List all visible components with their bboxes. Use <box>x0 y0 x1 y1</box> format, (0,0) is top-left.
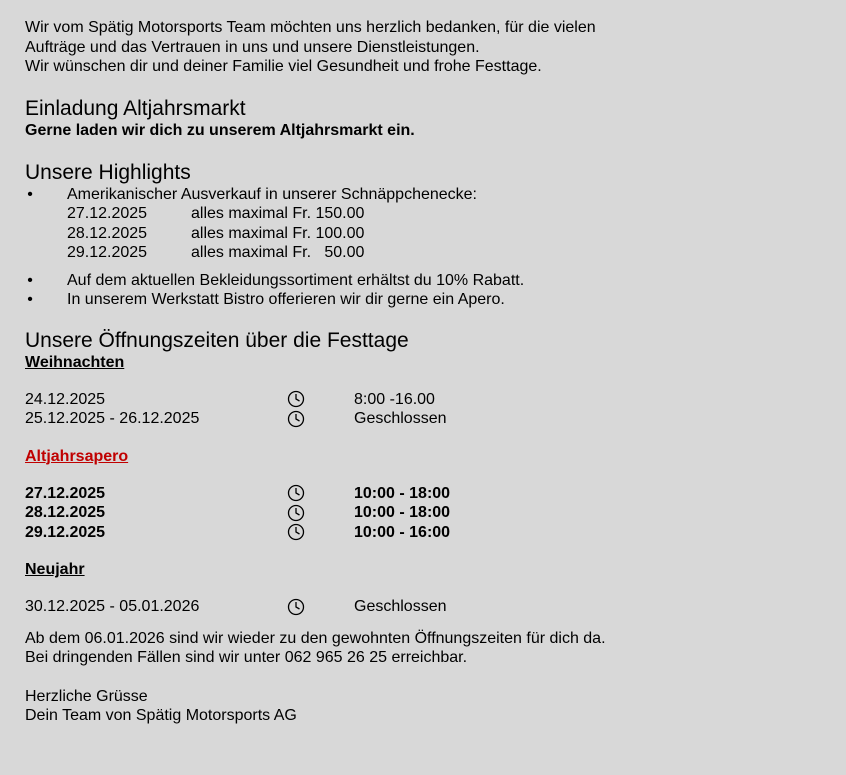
hours-time: Geschlossen <box>354 410 447 427</box>
bullet: • <box>27 185 33 203</box>
intro-line: Wir vom Spätig Motorsports Team möchten uns herzlich bedanken, für die vielen <box>25 19 596 36</box>
newsletter-body <box>25 18 825 726</box>
bullet: • <box>27 271 33 289</box>
clock-icon <box>287 410 354 428</box>
hours-row <box>25 503 825 523</box>
closing-line: Bei dringenden Fällen sind wir unter 062 965 26 25 erreichbar. <box>25 649 468 666</box>
einladung-heading: Einladung Altjahrsmarkt <box>25 96 246 120</box>
hours-time: 8:00 -16.00 <box>354 390 435 408</box>
highlight-item <box>25 185 825 263</box>
price-text: alles maximal Fr. 50.00 <box>191 244 365 261</box>
intro-text <box>25 18 825 77</box>
clock-icon <box>287 598 354 616</box>
highlight-text: In unserem Werkstatt Bistro offerieren wir dir gerne ein Apero. <box>67 291 505 308</box>
hours-row <box>25 597 825 617</box>
price-text: alles maximal Fr. 100.00 <box>191 224 365 242</box>
hours-time: 10:00 - 16:00 <box>354 523 451 541</box>
hours-heading: Unsere Öffnungszeiten über die Festtage <box>25 328 409 352</box>
intro-line: Aufträge und das Vertrauen in uns und unsere Dienstleistungen. <box>25 38 480 56</box>
price-date: 27.12.2025 <box>67 205 148 222</box>
hours-date: 27.12.2025 <box>25 484 106 502</box>
hours-row <box>25 390 825 410</box>
einladung-subtitle: Gerne laden wir dich zu unserem Altjahrsmarkt ein. <box>25 121 415 139</box>
hours-row <box>25 409 825 429</box>
intro-line: Wir wünschen dir und deiner Familie viel Gesundheit und frohe Festtage. <box>25 58 542 75</box>
highlight-text: Amerikanischer Ausverkauf in unserer Schnäppchenecke: <box>67 185 477 203</box>
clock-icon <box>287 390 354 408</box>
hours-row <box>25 523 825 543</box>
hours-time: Geschlossen <box>354 598 447 615</box>
altjahrsapero-title: Altjahrsapero <box>25 447 129 465</box>
hours-date: 30.12.2025 - 05.01.2026 <box>25 598 200 615</box>
hours-time: 10:00 - 18:00 <box>354 484 451 502</box>
weihnachten-title: Weihnachten <box>25 353 125 371</box>
closing-line: Ab dem 06.01.2026 sind wir wieder zu den gewohnten Öffnungszeiten für dich da. <box>25 629 606 647</box>
price-date: 29.12.2025 <box>67 244 148 261</box>
signature-line: Dein Team von Spätig Motorsports AG <box>25 707 297 724</box>
clock-icon <box>287 484 354 502</box>
highlight-item <box>25 271 825 291</box>
bullet: • <box>27 291 33 308</box>
highlights-heading: Unsere Highlights <box>25 160 191 184</box>
price-row <box>67 204 825 224</box>
highlights-list <box>25 185 825 310</box>
highlight-item <box>25 290 825 310</box>
greeting-line: Herzliche Grüsse <box>25 687 148 705</box>
price-row <box>67 243 825 263</box>
hours-row <box>25 484 825 504</box>
hours-time: 10:00 - 18:00 <box>354 504 451 521</box>
highlight-text: Auf dem aktuellen Bekleidungssortiment erhältst du 10% Rabatt. <box>67 271 525 289</box>
hours-date: 24.12.2025 <box>25 390 106 408</box>
clock-icon <box>287 504 354 522</box>
price-row <box>67 224 825 244</box>
hours-date: 29.12.2025 <box>25 523 106 541</box>
neujahr-title: Neujahr <box>25 561 85 578</box>
clock-icon <box>287 523 354 541</box>
price-date: 28.12.2025 <box>67 224 148 242</box>
hours-date: 25.12.2025 - 26.12.2025 <box>25 410 200 427</box>
hours-date: 28.12.2025 <box>25 504 106 521</box>
price-text: alles maximal Fr. 150.00 <box>191 205 365 222</box>
